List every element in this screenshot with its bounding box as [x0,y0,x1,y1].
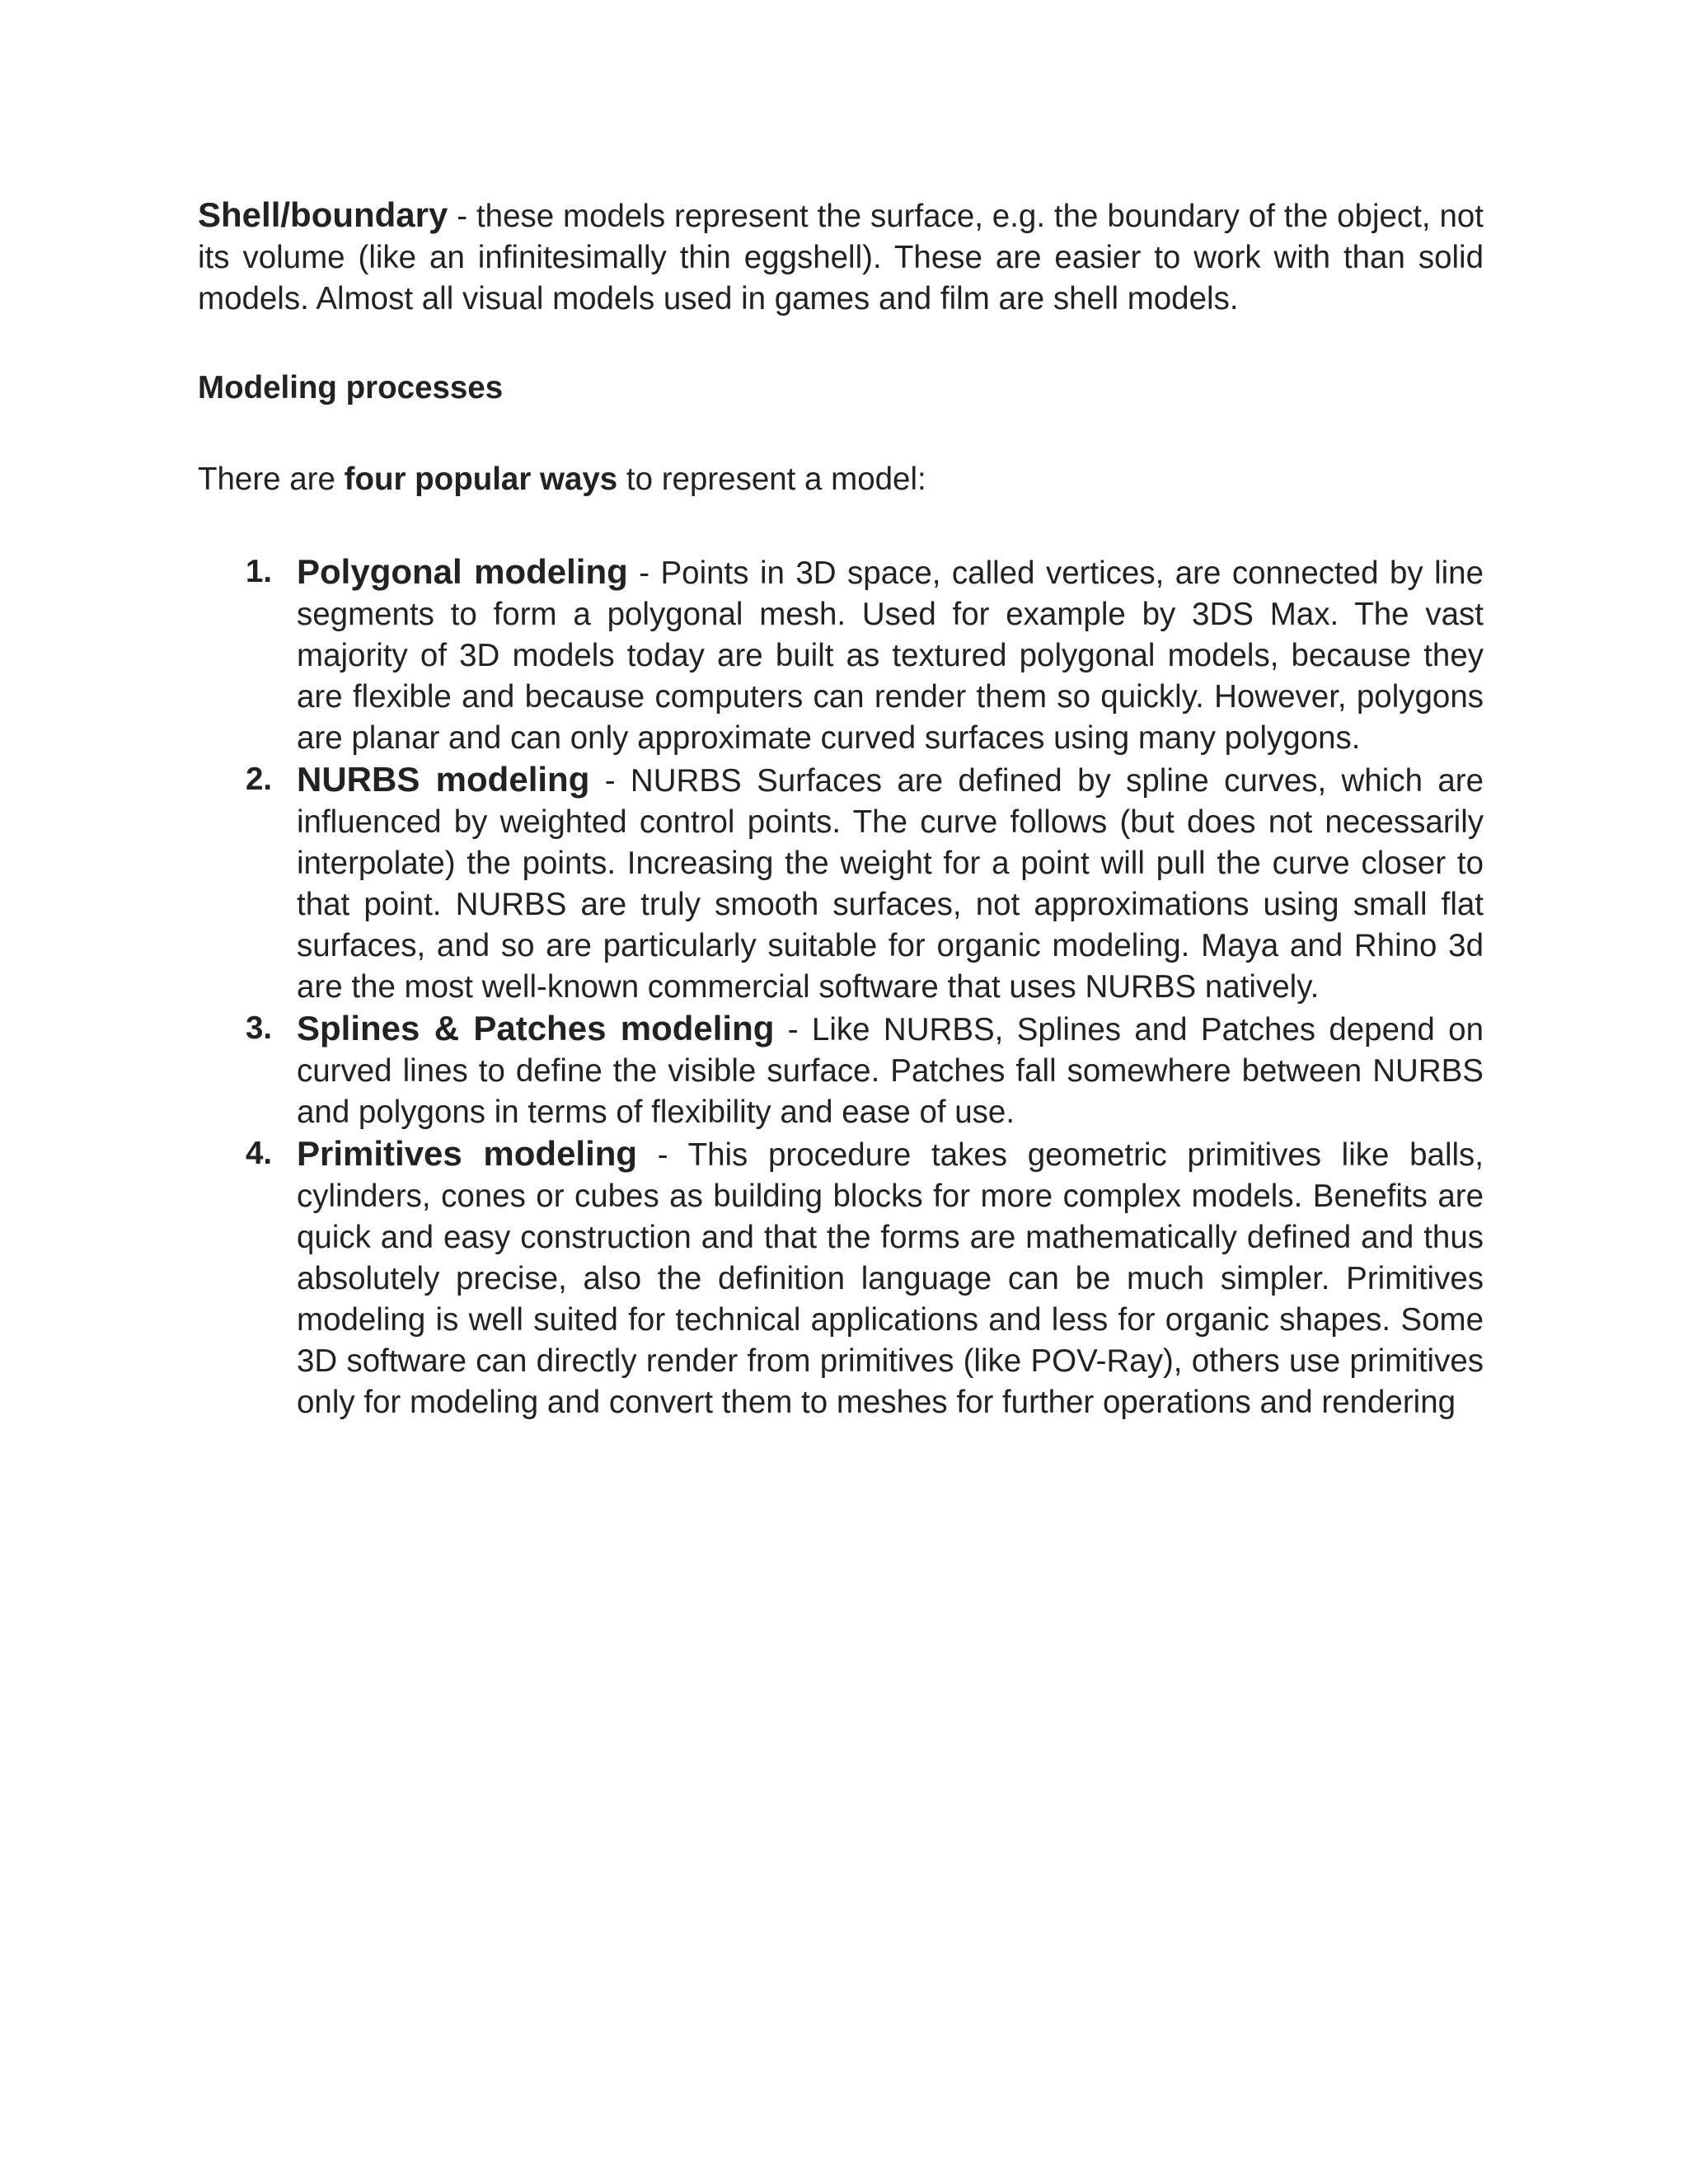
shell-text: - these models represent the surface, e.g. the boundary of the object, not its volume (like an infinitesimally thin eggshell). These are easier to work with than solid models. Almost all visual models used in games and film are shell models. [198,199,1484,316]
list-item-text: - This procedure takes geometric primitives like balls, cylinders, cones or cubes as building blocks for more complex models. Benefits are quick and easy construction and that the forms are mathematically defined and thus absolutely precise, also the definition language can be much simpler. Primitives modeling is well suited for technical applications and less for organic shapes. Some 3D software can directly render from primitives (like POV-Ray), others use primitives only for modeling and convert them to meshes for further operations and rendering [297,1137,1484,1420]
modeling-heading: Modeling processes [198,370,504,405]
list-item-number: 3. [246,1010,273,1046]
list-item-term: Splines & Patches modeling [297,1009,775,1047]
list-item [198,1008,1484,1133]
list-item-term: NURBS modeling [297,760,590,799]
list-item [198,1133,1484,1423]
list-item-number: 1. [246,554,273,589]
shell-paragraph [198,194,1484,320]
list-item [198,551,1484,759]
list-item [198,759,1484,1008]
list-item-text: - Points in 3D space, called vertices, are connected by line segments to form a polygonal mesh. Used for example by 3DS Max. The vast majority of 3D models today are built as textured polygonal models, because they are flexible and because computers can render them so quickly. However, polygons are planar and can only approximate curved surfaces using many polygons. [297,555,1484,756]
intro-after: to represent a model: [617,462,926,497]
list-item-text: - NURBS Surfaces are defined by spline curves, which are influenced by weighted control points. The curve follows (but does not necessarily interpolate) the points. Increasing the weight for a point will pull the curve closer to that point. NURBS are truly smooth surfaces, not approximations using small flat surfaces, and so are particularly suitable for organic modeling. Maya and Rhino 3d are the most well-known commercial software that uses NURBS natively. [297,763,1484,1005]
modeling-methods-list [198,551,1484,1423]
document-page [198,194,1484,1423]
intro-bold: four popular ways [344,462,618,497]
intro-paragraph [198,459,1484,500]
list-item-term: Polygonal modeling [297,552,628,591]
intro-before: There are [198,462,345,497]
list-item-term: Primitives modeling [297,1134,638,1173]
list-item-number: 4. [246,1136,273,1171]
shell-term: Shell/boundary [198,195,448,234]
list-item-number: 2. [246,762,273,797]
list-item-text: - Like NURBS, Splines and Patches depend on curved lines to define the visible surface. Patches fall somewhere between NURBS and polygons in terms of flexibility and ease of use. [297,1012,1484,1130]
